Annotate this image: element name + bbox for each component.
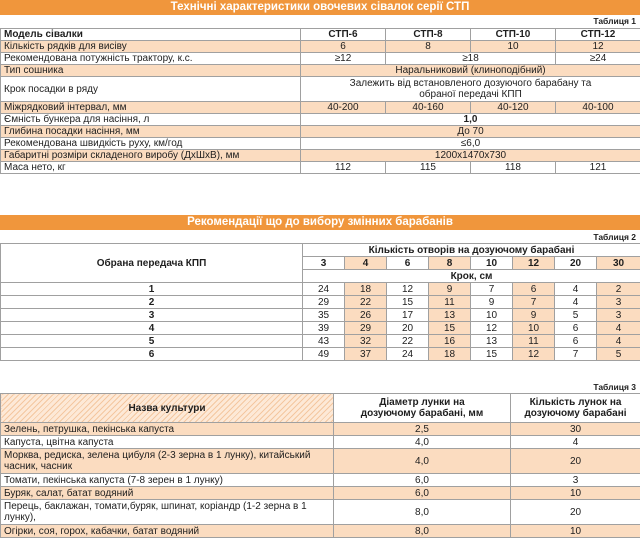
holes-cell: 10 [511, 487, 640, 500]
row-label: Рекомендована потужність трактору, к.с. [1, 53, 301, 65]
gear-cell: 6 [1, 348, 303, 361]
table-row [1, 41, 640, 53]
diameter-cell: 4,0 [334, 449, 511, 474]
table-row [1, 309, 640, 322]
holes-cell: 3 [303, 257, 345, 270]
holes-cell: 4 [511, 436, 640, 449]
diameter-cell: 8,0 [334, 500, 511, 525]
table-row [1, 525, 640, 538]
cell: 40-200 [301, 102, 386, 114]
holes-cell: 4 [345, 257, 387, 270]
cell: 112 [301, 162, 386, 174]
table-row [1, 114, 640, 126]
cell: 32 [345, 335, 387, 348]
holes-cell: 20 [511, 449, 640, 474]
table-row [1, 500, 640, 525]
table3-caption: Таблиця 3 [593, 382, 636, 392]
step-label: Крок, см [303, 270, 640, 283]
cell: 13 [429, 309, 471, 322]
cell: 9 [513, 309, 555, 322]
header-cell: СТП-8 [386, 29, 471, 41]
cell: 6 [555, 322, 597, 335]
cell: 4 [597, 322, 640, 335]
cell: 2 [597, 283, 640, 296]
cell: 6 [513, 283, 555, 296]
cell: 9 [471, 296, 513, 309]
cell: 1200х1470х730 [301, 150, 640, 162]
cell: Наральниковий (клиноподібний) [301, 65, 640, 77]
crop-cell: Томати, пекінська капуста (7-8 зерен в 1 лунку) [1, 474, 334, 487]
header-cell: Кількість лунок на дозуючому барабані [511, 394, 640, 423]
diameter-cell: 2,5 [334, 423, 511, 436]
table-row [1, 436, 640, 449]
table-row [1, 150, 640, 162]
cell: 3 [597, 296, 640, 309]
cell: 26 [345, 309, 387, 322]
holes-cell: 10 [511, 525, 640, 538]
table-row [1, 138, 640, 150]
crop-cell: Капуста, цвітна капуста [1, 436, 334, 449]
table-row [1, 487, 640, 500]
cell: 11 [513, 335, 555, 348]
cell: 15 [429, 322, 471, 335]
table2-caption: Таблиця 2 [593, 232, 636, 242]
table-header-row [1, 29, 640, 41]
cell: 7 [513, 296, 555, 309]
cell: 4 [555, 283, 597, 296]
cell: 9 [429, 283, 471, 296]
holes-cell: 20 [511, 500, 640, 525]
row-label: Тип сошника [1, 65, 301, 77]
table-row [1, 65, 640, 77]
row-label: Габаритні розміри складеного виробу (ДхШхВ), мм [1, 150, 301, 162]
row-label: Глибина посадки насіння, мм [1, 126, 301, 138]
cell: 5 [555, 309, 597, 322]
table-row [1, 348, 640, 361]
cell: 10 [471, 309, 513, 322]
specs-table [0, 28, 640, 174]
table-row [1, 102, 640, 114]
gear-cell: 1 [1, 283, 303, 296]
table-header-row [1, 244, 640, 257]
crop-cell: Перець, баклажан, томати,буряк, шпинат, коріандр (1-2 зерна в 1 лунку), [1, 500, 334, 525]
table-row [1, 283, 640, 296]
holes-group-header: Кількість отворів на дозуючому барабані [303, 244, 640, 257]
cell: 6 [301, 41, 386, 53]
row-label: Маса нето, кг [1, 162, 301, 174]
holes-cell: 8 [429, 257, 471, 270]
cell: 7 [555, 348, 597, 361]
holes-cell: 12 [513, 257, 555, 270]
cell: 8 [386, 41, 471, 53]
cell: 18 [345, 283, 387, 296]
table-row [1, 322, 640, 335]
diameter-cell: 4,0 [334, 436, 511, 449]
cell: 4 [597, 335, 640, 348]
cell: 40-100 [556, 102, 640, 114]
cell: 12 [556, 41, 640, 53]
cell: 10 [471, 41, 556, 53]
cell: 29 [303, 296, 345, 309]
cell: ≤6,0 [301, 138, 640, 150]
crop-cell: Морква, редиска, зелена цибуля (2-3 зерна в 1 лунку), китайський часник, часник [1, 449, 334, 474]
cell: 24 [303, 283, 345, 296]
cell: 118 [471, 162, 556, 174]
header-cell: Модель сівалки [1, 29, 301, 41]
table-row [1, 423, 640, 436]
crop-cell: Зелень, петрушка, пекінська капуста [1, 423, 334, 436]
cell: ≥12 [301, 53, 386, 65]
diameter-cell: 8,0 [334, 525, 511, 538]
cell: 24 [387, 348, 429, 361]
header-cell: СТП-6 [301, 29, 386, 41]
table-row [1, 162, 640, 174]
crop-cell: Огірки, соя, горох, кабачки, батат водяний [1, 525, 334, 538]
cell: 39 [303, 322, 345, 335]
cell: 15 [387, 296, 429, 309]
table1-caption: Таблиця 1 [593, 16, 636, 26]
row-label: Ємність бункера для насіння, л [1, 114, 301, 126]
cell: 6 [555, 335, 597, 348]
cell: 5 [597, 348, 640, 361]
cell: 22 [345, 296, 387, 309]
row-label: Міжрядковий інтервал, мм [1, 102, 301, 114]
gear-cell: 3 [1, 309, 303, 322]
header-cell: СТП-12 [556, 29, 640, 41]
table-row [1, 335, 640, 348]
cell: 3 [597, 309, 640, 322]
cell: 7 [471, 283, 513, 296]
table-row [1, 474, 640, 487]
cell: До 70 [301, 126, 640, 138]
holes-cell: 30 [597, 257, 640, 270]
cell: 35 [303, 309, 345, 322]
table-row [1, 449, 640, 474]
table1-banner: Технічні характеристики овочевих сівалок серії СТП [0, 0, 640, 15]
crops-table [0, 393, 640, 538]
cell: 11 [429, 296, 471, 309]
cell: 12 [471, 322, 513, 335]
cell: 121 [556, 162, 640, 174]
cell: 49 [303, 348, 345, 361]
table-row [1, 296, 640, 309]
header-cell: Діаметр лунки на дозуючому барабані, мм [334, 394, 511, 423]
cell: ≥24 [556, 53, 640, 65]
header-cell: СТП-10 [471, 29, 556, 41]
diameter-cell: 6,0 [334, 474, 511, 487]
cell: Залежить від встановленого дозуючого барабану та обраної передачі КПП [301, 77, 640, 102]
holes-cell: 10 [471, 257, 513, 270]
cell: 43 [303, 335, 345, 348]
cell: 16 [429, 335, 471, 348]
cell: 10 [513, 322, 555, 335]
table-row [1, 53, 640, 65]
cell: 17 [387, 309, 429, 322]
table-row [1, 126, 640, 138]
holes-cell: 30 [511, 423, 640, 436]
row-label: Кількість рядків для висіву [1, 41, 301, 53]
cell: 15 [471, 348, 513, 361]
cell: 12 [513, 348, 555, 361]
holes-cell: 6 [387, 257, 429, 270]
cell: 37 [345, 348, 387, 361]
drums-table [0, 243, 640, 361]
header-cell: Назва культури [1, 394, 334, 423]
table-header-row [1, 394, 640, 423]
holes-cell: 3 [511, 474, 640, 487]
gear-cell: 2 [1, 296, 303, 309]
cell: 13 [471, 335, 513, 348]
gear-cell: 4 [1, 322, 303, 335]
cell: 115 [386, 162, 471, 174]
diameter-cell: 6,0 [334, 487, 511, 500]
cell: 22 [387, 335, 429, 348]
cell: 40-120 [471, 102, 556, 114]
cell: 12 [387, 283, 429, 296]
cell: 18 [429, 348, 471, 361]
cell: 20 [387, 322, 429, 335]
table2-banner: Рекомендації що до вибору змінних барабанів [0, 215, 640, 230]
row-label: Рекомендована швидкість руху, км/год [1, 138, 301, 150]
cell: 40-160 [386, 102, 471, 114]
cell: 4 [555, 296, 597, 309]
holes-cell: 20 [555, 257, 597, 270]
gear-cell: 5 [1, 335, 303, 348]
cell: 1,0 [301, 114, 640, 126]
cell: ≥18 [386, 53, 556, 65]
row-label: Крок посадки в ряду [1, 77, 301, 102]
table-row [1, 77, 640, 102]
crop-cell: Буряк, салат, батат водяний [1, 487, 334, 500]
cell: 29 [345, 322, 387, 335]
gear-header: Обрана передача КПП [1, 244, 303, 283]
